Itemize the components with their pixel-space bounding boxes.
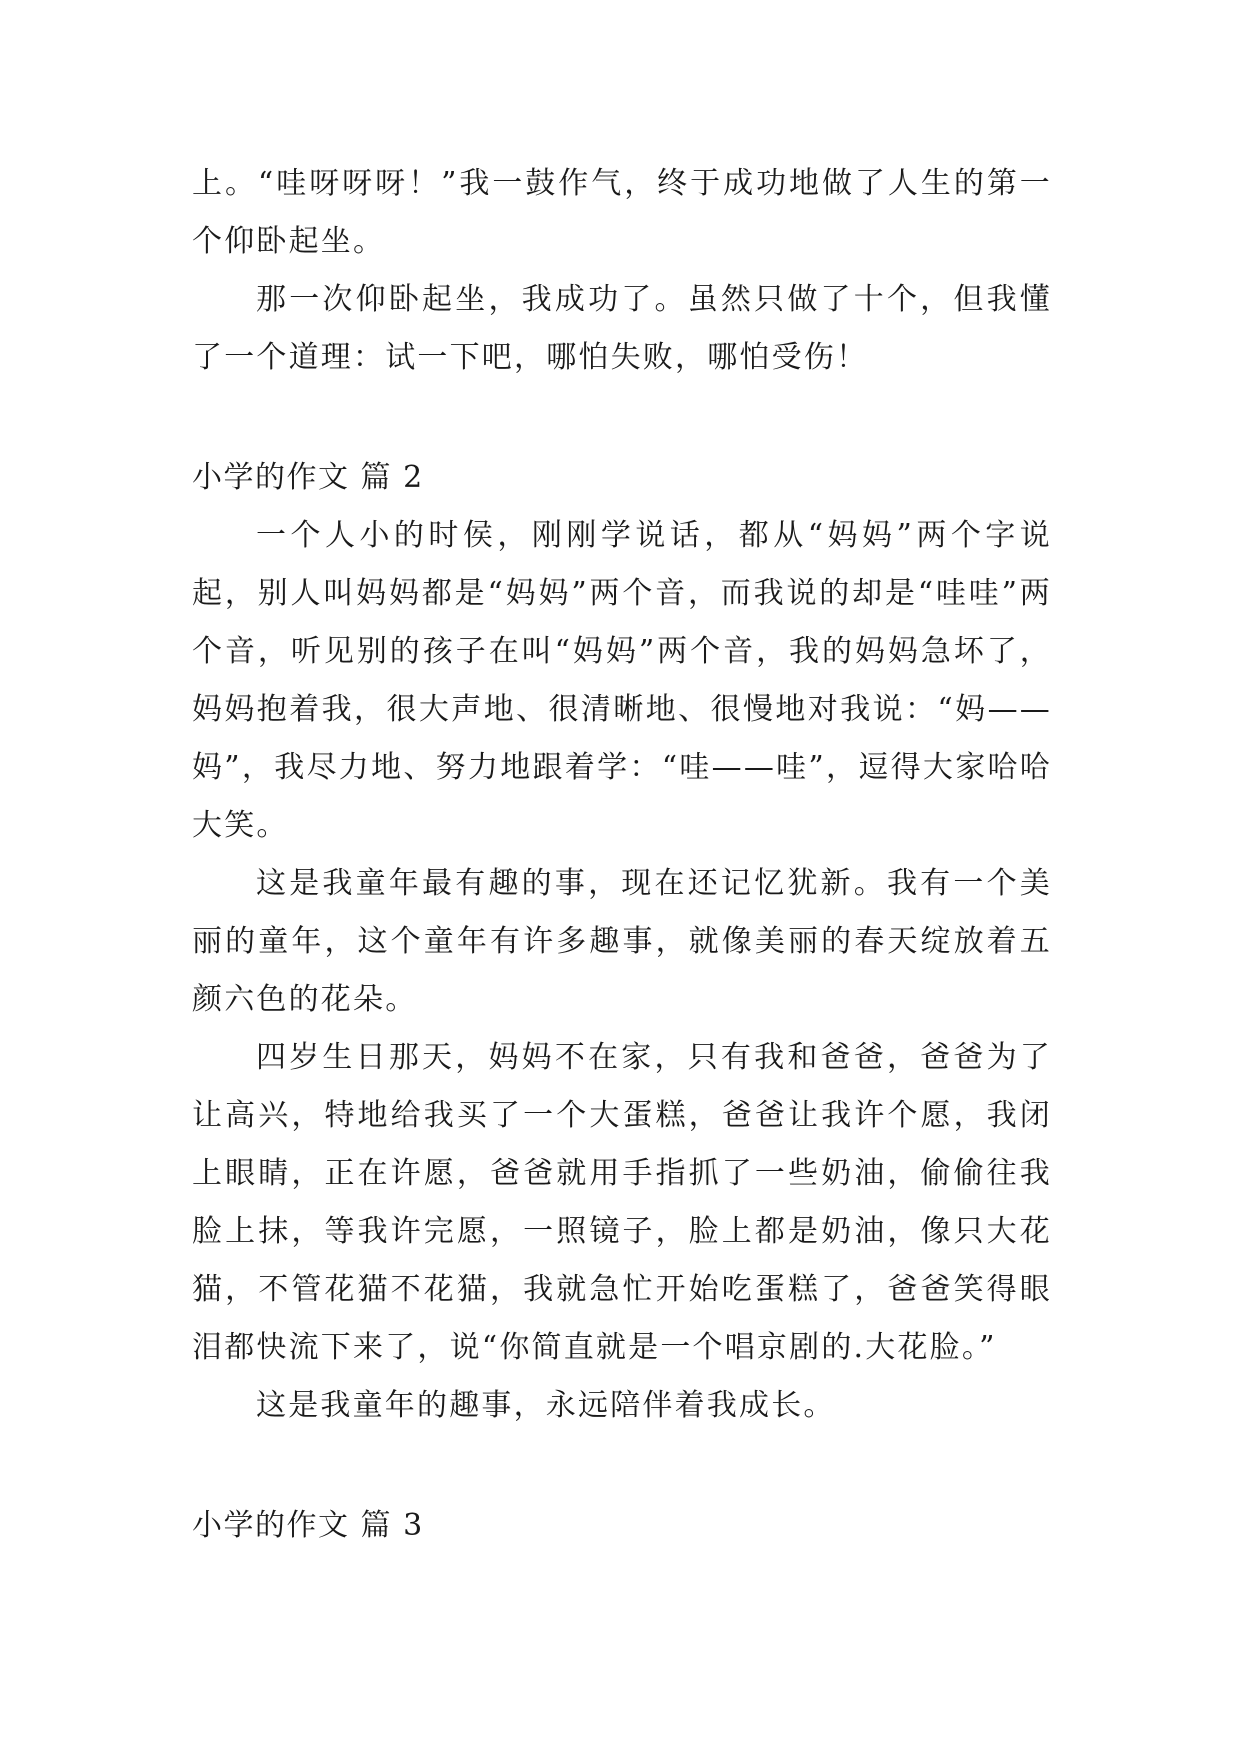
- section-title-2: 小学的作文 篇 2: [192, 460, 424, 495]
- paragraph: 一个人小的时侯，刚刚学说话，都从“妈妈”两个字说起，别人叫妈妈都是“妈妈”两个音，而我说的却是“哇哇”两个音，听见别的孩子在叫“妈妈”两个音，我的妈妈急坏了，妈妈抱着我，很大声地、很清晰地、很慢地对我说：“妈——妈”，我尽力地、努力地跟着学：“哇——哇”，逗得大家哈哈大笑。: [192, 518, 1052, 843]
- paragraph-continuation: 上。“哇呀呀呀！”我一鼓作气，终于成功地做了人生的第一个仰卧起坐。: [192, 166, 1052, 259]
- section-title-3: 小学的作文 篇 3: [192, 1508, 424, 1543]
- paragraph: 四岁生日那天，妈妈不在家，只有我和爸爸，爸爸为了让高兴，特地给我买了一个大蛋糕，爸爸让我许个愿，我闭上眼睛，正在许愿，爸爸就用手指抓了一些奶油，偷偷往我脸上抹，等我许完愿，一照镜子，脸上都是奶油，像只大花猫，不管花猫不花猫，我就急忙开始吃蛋糕了，爸爸笑得眼泪都快流下来了，说“你简直就是一个唱京剧的.大花脸。”: [192, 1040, 1052, 1365]
- paragraph: 这是我童年最有趣的事，现在还记忆犹新。我有一个美丽的童年，这个童年有许多趣事，就像美丽的春天绽放着五颜六色的花朵。: [192, 866, 1052, 1017]
- paragraph: 这是我童年的趣事，永远陪伴着我成长。: [256, 1388, 836, 1423]
- paragraph-conclusion: 那一次仰卧起坐，我成功了。虽然只做了十个，但我懂了一个道理：试一下吧，哪怕失败，哪怕受伤！: [192, 282, 1052, 375]
- document-body: [192, 155, 1052, 1555]
